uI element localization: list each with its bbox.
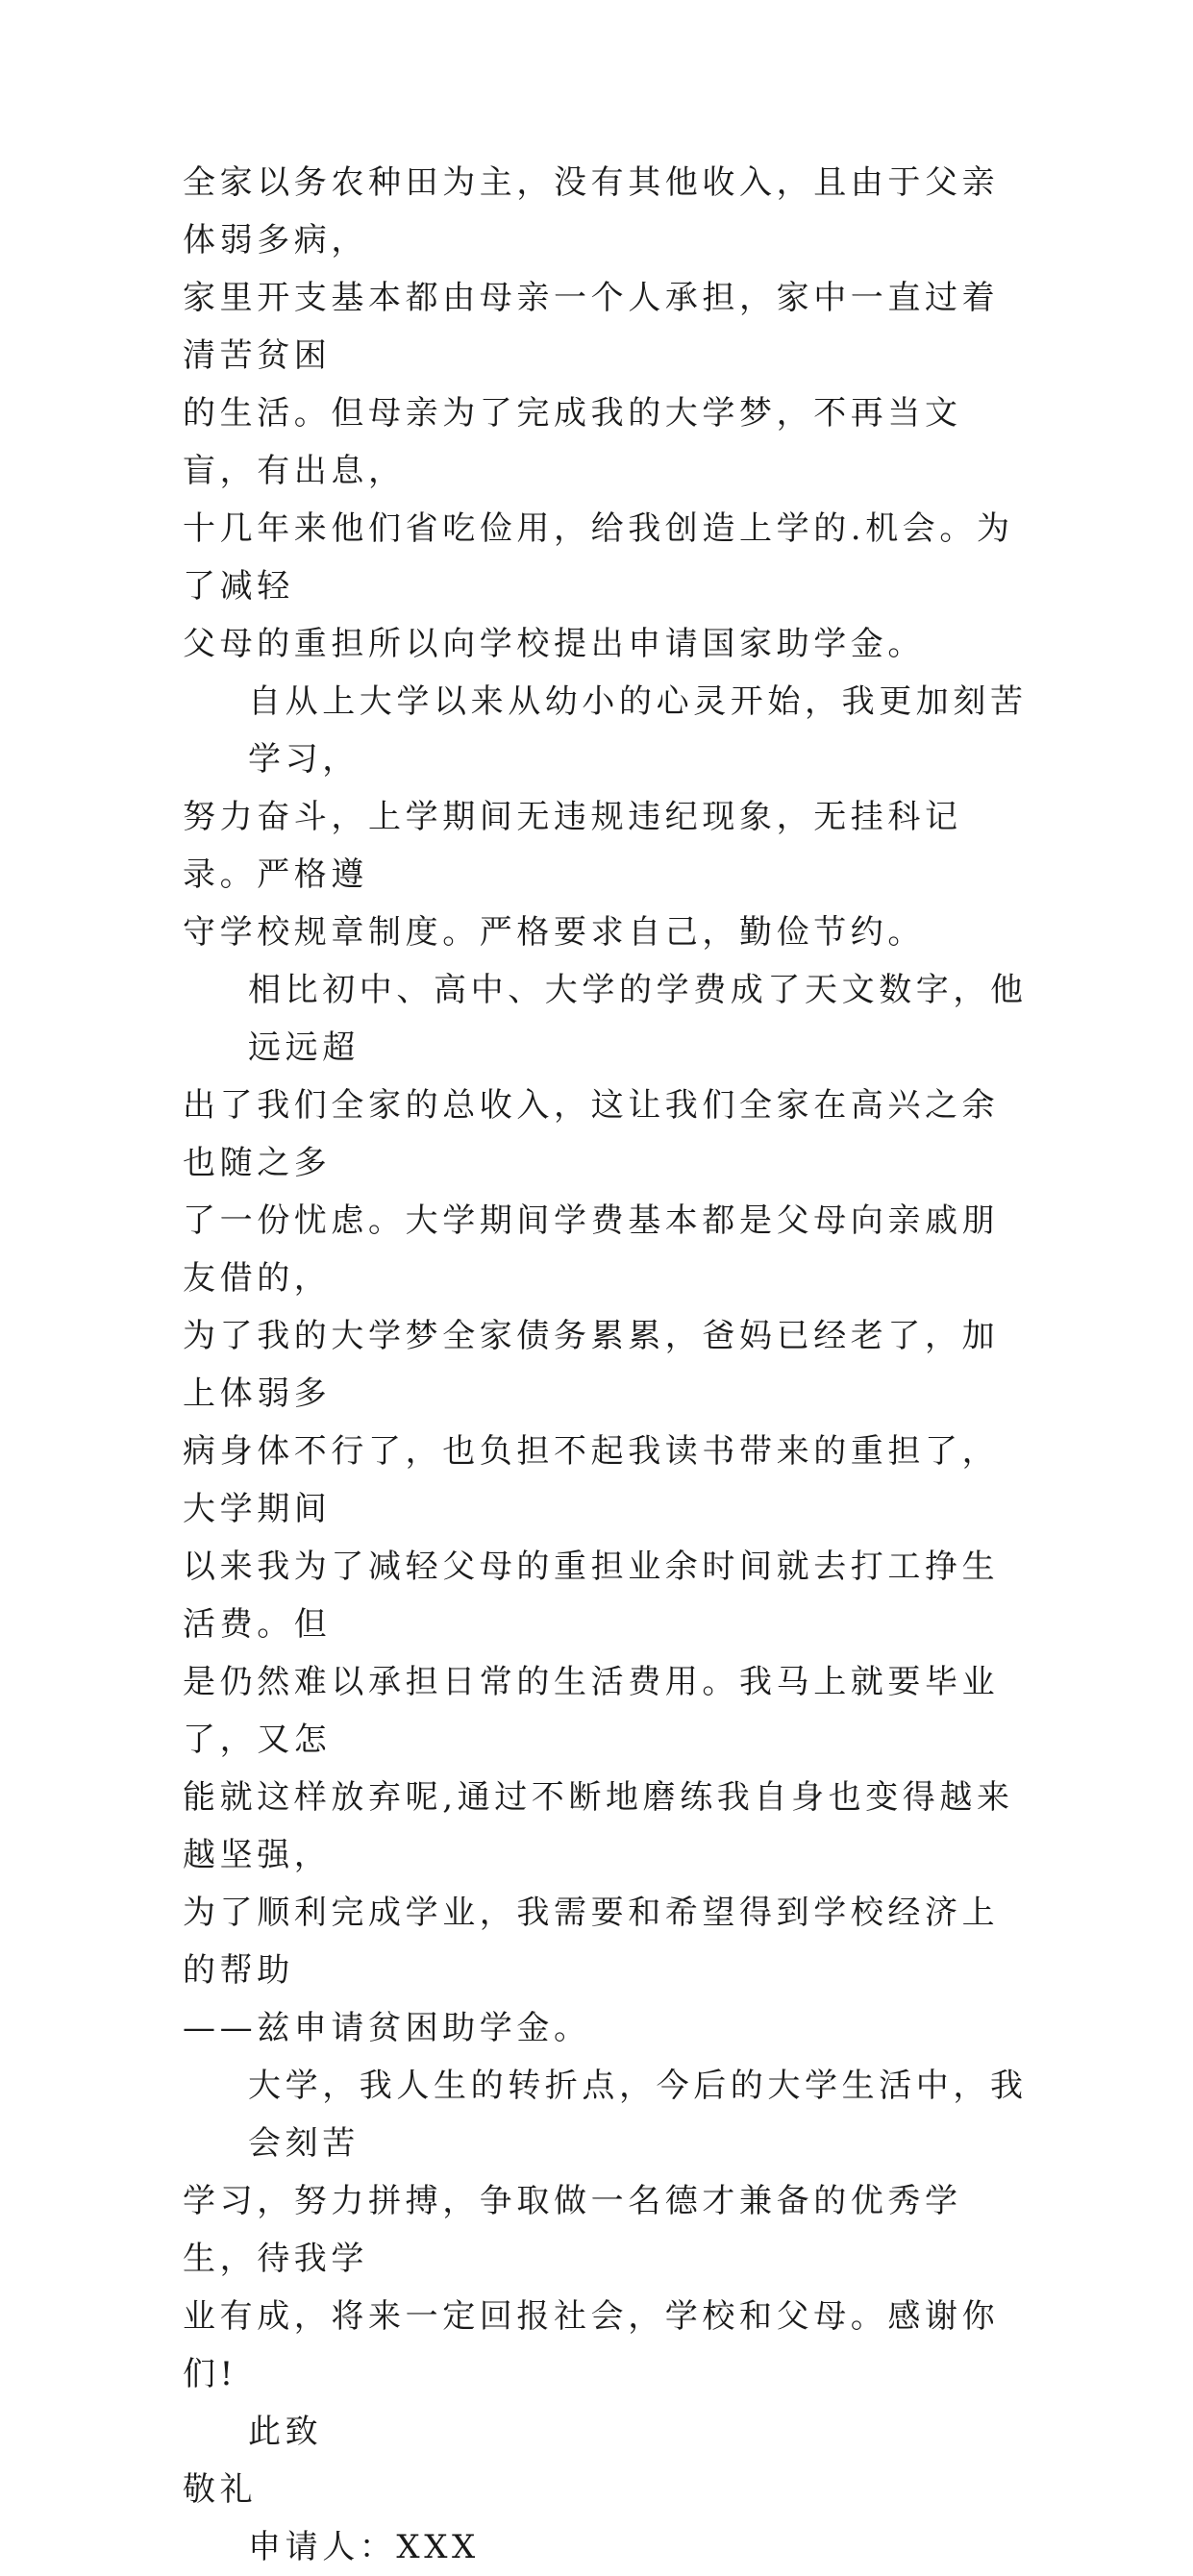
paragraph-1 (183, 154, 1033, 673)
paragraph-3 (183, 961, 1033, 2057)
text-line: 出了我们全家的总收入，这让我们全家在高兴之余也随之多 (183, 1086, 1000, 1182)
text-line: 父母的重担所以向学校提出申请国家助学金。 (183, 625, 925, 663)
text-line: 守学校规章制度。严格要求自己，勤俭节约。 (183, 913, 925, 952)
text-line: 十几年来他们省吃俭用，给我创造上学的.机会。为了减轻 (183, 509, 1014, 606)
text-line: 全家以务农种田为主，没有其他收入，且由于父亲体弱多病， (183, 163, 1000, 260)
text-line: 以来我为了减轻父母的重担业余时间就去打工挣生活费。但 (183, 1548, 1000, 1644)
text-line: 是仍然难以承担日常的生活费用。我马上就要毕业了，又怎 (183, 1663, 1000, 1759)
text-line: ——兹申请贫困助学金。 (183, 2009, 591, 2047)
text-line: 能就这样放弃呢,通过不断地磨练我自身也变得越来越坚强， (183, 1778, 1014, 1874)
text-line: 相比初中、高中、大学的学费成了天文数字，他远远超 (248, 971, 1028, 1067)
text-line: 病身体不行了，也负担不起我读书带来的重担了，大学期间 (183, 1432, 1000, 1528)
text-line: 学习，努力拼搏，争取做一名德才兼备的优秀学生，待我学 (183, 2182, 962, 2278)
text-line: 为了顺利完成学业，我需要和希望得到学校经济上的帮助 (183, 1894, 1000, 1990)
closing-phrase: 此致 (248, 2413, 323, 2451)
paragraph-4 (183, 2057, 1033, 2403)
text-line: 了一份忧虑。大学期间学费基本都是父母向亲戚朋友借的， (183, 1201, 1000, 1298)
text-line: 努力奋斗，上学期间无违规违纪现象，无挂科记录。严格遵 (183, 798, 962, 894)
text-line: 为了我的大学梦全家债务累累，爸妈已经老了，加上体弱多 (183, 1317, 1000, 1413)
letter-body (183, 154, 1033, 2576)
text-line: 的生活。但母亲为了完成我的大学梦，不再当文盲，有出息， (183, 394, 962, 490)
paragraph-2 (183, 673, 1033, 961)
text-line: 家里开支基本都由母亲一个人承担，家中一直过着清苦贫困 (183, 279, 1000, 375)
salutation: 敬礼 (183, 2470, 258, 2509)
signature: 申请人：XXX (248, 2528, 480, 2566)
text-line: 大学，我人生的转折点，今后的大学生活中，我会刻苦 (248, 2067, 1028, 2163)
text-line: 自从上大学以来从幼小的心灵开始，我更加刻苦学习， (248, 682, 1028, 779)
text-line: 业有成，将来一定回报社会，学校和父母。感谢你们! (183, 2297, 1000, 2393)
